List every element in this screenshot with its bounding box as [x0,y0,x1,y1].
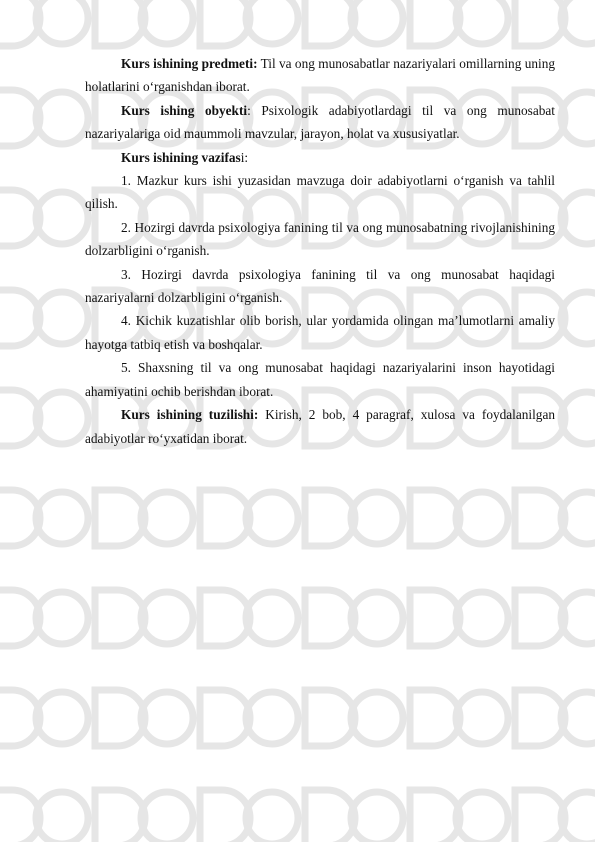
watermark-tile [95,690,193,746]
task-item-4-text: 4. Kichik kuzatishlar olib borish, ular yordamida olingan ma’lumotlarni amaliy hayotga tatbiq etish va boshqalar. [85,313,555,352]
label-object: Kurs ishing obyekti [121,102,248,118]
watermark-tile [0,390,88,446]
watermark-tile [410,0,508,46]
label-structure: Kurs ishining tuzilishi: [121,407,259,423]
watermark-tile [305,690,403,746]
watermark-tile [305,0,403,46]
watermark-tile [305,590,403,646]
label-subject: Kurs ishining predmeti: [121,56,258,71]
document-body [85,52,555,450]
watermark-tile [515,590,595,646]
watermark-tile [200,590,298,646]
watermark-tile [0,690,88,746]
task-item-4 [85,309,555,356]
watermark-tile [0,90,88,146]
watermark-tile [95,0,193,46]
watermark-tile [515,0,595,46]
text-object: : Psixologik adabiyotlardagi til va ong munosabat nazariyalariga oid maummoli mavzular, jarayon, holat va xususiyatlar. [85,102,555,142]
task-item-1 [85,169,555,216]
text-tasks: i: [240,149,249,165]
task-item-2 [85,216,555,263]
watermark-tile [95,590,193,646]
watermark-tile [200,790,298,842]
task-item-5 [85,356,555,403]
watermark-tile [0,190,88,246]
watermark-tile [0,590,88,646]
watermark-tile [95,790,193,842]
task-item-1-text: 1. Mazkur kurs ishi yuzasidan mavzuga doir adabiyotlarni o‘rganish va tahlil qilish. [85,173,555,212]
paragraph-subject [85,52,555,99]
watermark-tile [410,790,508,842]
paragraph-structure [85,403,555,450]
text-structure: Kirish, 2 bob, 4 paragraf, xulosa va foydalanilgan adabiyotlar ro‘yxatidan iborat. [85,407,555,446]
label-tasks: Kurs ishining vazifas [121,149,241,165]
watermark-tile [95,490,193,546]
watermark-tile [200,490,298,546]
watermark-tile [305,790,403,842]
text-subject: Til va ong munosabatlar nazariyalari omillarning uning holatlarini o‘rganishdan iborat. [85,56,555,95]
paragraph-object [85,99,555,146]
watermark-tile [200,690,298,746]
task-item-3-text: 3. Hozirgi davrda psixologiya fanining til va ong munosabat haqidagi nazariyalarni dolzarbligini o‘rganish. [85,266,555,306]
watermark-tile [515,490,595,546]
watermark-tile [0,290,88,346]
watermark-tile [0,490,88,546]
watermark-tile [410,590,508,646]
task-item-5-text: 5. Shaxsning til va ong munosabat haqidagi nazariyalarini inson hayotidagi ahamiyatini ochib berishdan iborat. [85,360,555,399]
paragraph-tasks-heading [85,146,555,169]
watermark-tile [305,490,403,546]
watermark-tile [200,0,298,46]
watermark-tile [410,490,508,546]
task-item-2-text: 2. Hozirgi davrda psixologiya fanining til va ong munosabatning rivojlanishining dolzarbligini o‘rganish. [85,219,555,259]
watermark-tile [0,0,88,46]
task-item-3 [85,263,555,310]
watermark-tile [515,690,595,746]
watermark-tile [410,690,508,746]
watermark-tile [515,790,595,842]
watermark-tile [0,790,88,842]
